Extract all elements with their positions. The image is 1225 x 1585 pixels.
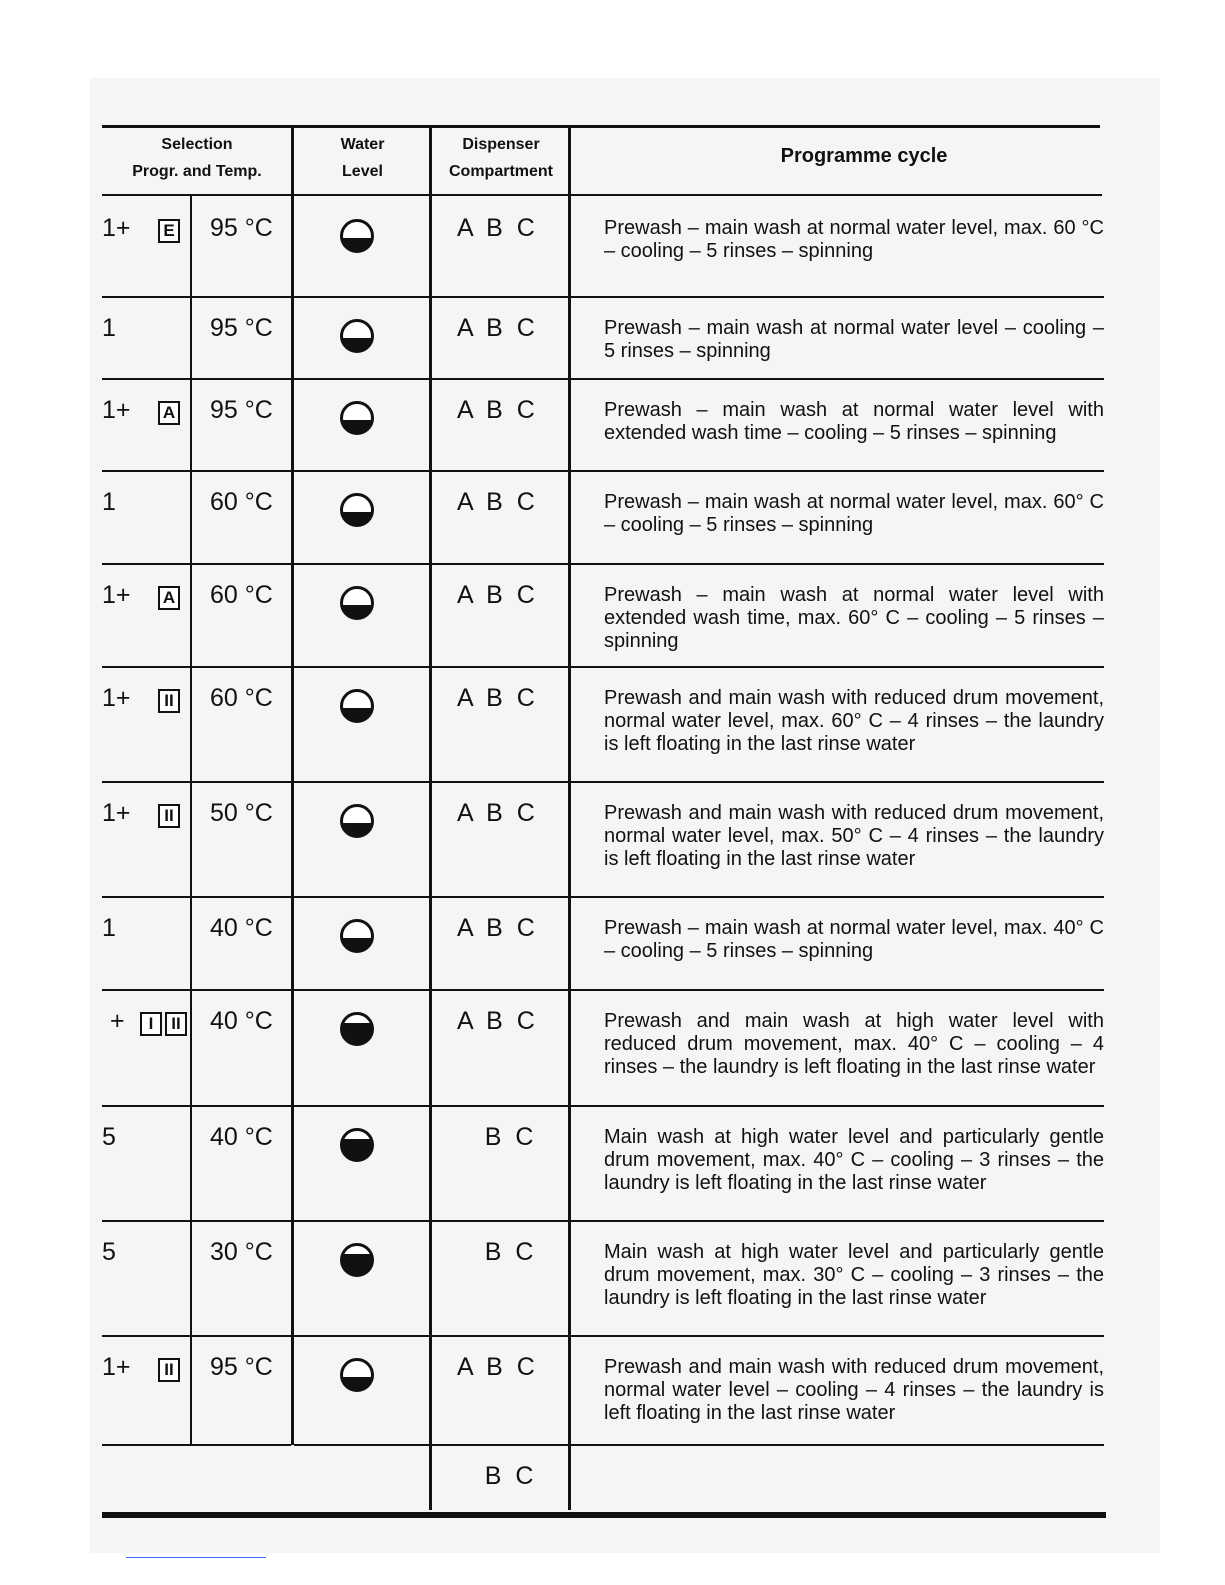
row-separator (571, 781, 1104, 783)
row-separator (102, 296, 190, 298)
row-separator (294, 378, 429, 380)
water-level-normal-icon (339, 803, 375, 839)
temperature: 40 °C (210, 914, 273, 942)
row-separator (192, 1335, 291, 1337)
page-footer-link-line (126, 1557, 266, 1558)
header-selection-line2: Progr. and Temp. (132, 163, 262, 180)
row-separator (102, 1335, 190, 1337)
temperature: 60 °C (210, 581, 273, 609)
row-separator (102, 989, 190, 991)
row-separator (431, 378, 568, 380)
row-separator (571, 1444, 1104, 1446)
col-divider-water (429, 125, 432, 1510)
header-programme-cycle: Programme cycle (780, 145, 948, 167)
dispenser-compartments: B C (457, 1238, 534, 1266)
programme-cycle-text: Prewash and main wash with reduced drum movement, normal water level, max. 50° C – 4 rinses – the laundry is left floating in the last rinse water (604, 802, 1104, 870)
row-separator (192, 1105, 291, 1107)
programme-cycle-text: Prewash – main wash at normal water level, max. 60° C – cooling – 5 rinses – spinning (604, 491, 1104, 536)
dispenser-compartments: A B C (457, 581, 535, 609)
dispenser-compartments: B C (457, 1123, 534, 1151)
temperature: 40 °C (210, 1123, 273, 1151)
row-separator (102, 1444, 190, 1446)
programme-number: 1+ (102, 214, 131, 242)
row-separator (431, 1105, 568, 1107)
row-separator (294, 1335, 429, 1337)
row-separator (192, 781, 291, 783)
mode-symbol-box: A (158, 401, 180, 425)
row-separator (192, 896, 291, 898)
temperature: 40 °C (210, 1007, 273, 1035)
row-separator (192, 296, 291, 298)
row-separator (294, 1444, 429, 1446)
dispenser-compartments: A B C (457, 488, 535, 516)
row-separator (571, 1335, 1104, 1337)
row-separator (102, 1220, 190, 1222)
row-separator (431, 470, 568, 472)
row-separator (294, 781, 429, 783)
temperature: 95 °C (210, 214, 273, 242)
programme-number: 1+ (102, 684, 131, 712)
row-separator (192, 989, 291, 991)
row-separator (102, 470, 190, 472)
row-separator (431, 1335, 568, 1337)
header-water-line2: Level (342, 163, 383, 180)
row-separator (102, 1105, 190, 1107)
row-separator (431, 666, 568, 668)
temperature: 60 °C (210, 684, 273, 712)
dispenser-compartments: A B C (457, 214, 535, 242)
mode-symbol-box: A (158, 586, 180, 610)
col-divider-selection (291, 125, 294, 1445)
dispenser-compartments: B C (457, 1462, 534, 1490)
row-separator (294, 1105, 429, 1107)
temperature: 95 °C (210, 396, 273, 424)
dispenser-compartments: A B C (457, 1007, 535, 1035)
programme-number: 1 (102, 914, 116, 942)
temperature: 30 °C (210, 1238, 273, 1266)
water-level-normal-icon (339, 1357, 375, 1393)
row-separator (571, 666, 1104, 668)
programme-cycle-text: Prewash – main wash at normal water level – cooling – 5 rinses – spinning (604, 317, 1104, 362)
row-separator (571, 378, 1104, 380)
programme-cycle-text: Prewash – main wash at normal water level with extended wash time – cooling – 5 rinses – spinning (604, 399, 1104, 444)
programme-cycle-text: Main wash at high water level and particularly gentle drum movement, max. 30° C – cooling – 3 rinses – the laundry is left floating in the last rinse water (604, 1241, 1104, 1309)
row-separator (431, 296, 568, 298)
dispenser-compartments: A B C (457, 799, 535, 827)
header-selection-line1: Selection (161, 136, 233, 153)
programme-number: 5 (102, 1123, 116, 1151)
row-separator (102, 378, 190, 380)
row-separator (294, 563, 429, 565)
row-separator (571, 296, 1104, 298)
row-separator (571, 1220, 1104, 1222)
header-water-level (295, 131, 430, 185)
dispenser-compartments: A B C (457, 1353, 535, 1381)
dispenser-compartments: A B C (457, 314, 535, 342)
mode-symbol-box: E (158, 219, 180, 243)
programme-number: 1 (102, 488, 116, 516)
row-separator (102, 781, 190, 783)
row-separator (294, 666, 429, 668)
water-level-normal-icon (339, 918, 375, 954)
mode-symbol-box: II (165, 1012, 187, 1036)
row-separator (294, 989, 429, 991)
programme-cycle-text: Prewash – main wash at normal water level, max. 40° C – cooling – 5 rinses – spinning (604, 917, 1104, 962)
water-level-normal-icon (339, 318, 375, 354)
header-dispenser-line1: Dispenser (462, 136, 540, 153)
row-separator (431, 1220, 568, 1222)
row-separator (192, 1444, 291, 1446)
programme-cycle-text: Main wash at high water level and particularly gentle drum movement, max. 40° C – cooling – 3 rinses – the laundry is left floating in the last rinse water (604, 1126, 1104, 1194)
programme-number: 1+ (102, 396, 131, 424)
row-separator (102, 666, 190, 668)
mode-symbol-box: II (158, 1358, 180, 1382)
temperature: 95 °C (210, 1353, 273, 1381)
col-divider-prog-temp (190, 196, 192, 1446)
programme-number: 1 (102, 314, 116, 342)
row-separator (192, 563, 291, 565)
dispenser-compartments: A B C (457, 914, 535, 942)
row-separator (294, 896, 429, 898)
programme-number: 1+ (102, 799, 131, 827)
row-separator (192, 666, 291, 668)
programme-cycle-text: Prewash – main wash at normal water level, max. 60 °C – cooling – 5 rinses – spinning (604, 217, 1104, 262)
water-level-normal-icon (339, 218, 375, 254)
programme-cycle-text: Prewash – main wash at normal water level with extended wash time, max. 60° C – cooling – 5 rinses – spinning (604, 584, 1104, 652)
row-separator (192, 470, 291, 472)
temperature: 50 °C (210, 799, 273, 827)
header-selection (102, 131, 292, 185)
programme-number: + (110, 1007, 125, 1035)
row-separator (192, 1220, 291, 1222)
row-separator (431, 896, 568, 898)
mode-symbol-box: II (158, 689, 180, 713)
programme-cycle-text: Prewash and main wash at high water level with reduced drum movement, max. 40° C – cooling – 4 rinses – the laundry is left floating in the last rinse water (604, 1010, 1104, 1078)
mode-symbol-box: II (158, 804, 180, 828)
row-separator (431, 563, 568, 565)
row-separator (294, 470, 429, 472)
header-water-line1: Water (340, 136, 385, 153)
programme-number: 1+ (102, 1353, 131, 1381)
row-separator (571, 470, 1104, 472)
temperature: 95 °C (210, 314, 273, 342)
programme-cycle-text: Prewash and main wash with reduced drum movement, normal water level, max. 60° C – 4 rinses – the laundry is left floating in the last rinse water (604, 687, 1104, 755)
row-separator (571, 896, 1104, 898)
row-separator (571, 1105, 1104, 1107)
water-level-normal-icon (339, 400, 375, 436)
row-separator (192, 378, 291, 380)
water-level-high-icon (339, 1011, 375, 1047)
row-separator (431, 989, 568, 991)
programme-cycle-text: Prewash and main wash with reduced drum movement, normal water level – cooling – 4 rinses – the laundry is left floating in the last rinse water (604, 1356, 1104, 1424)
water-level-high-icon (339, 1127, 375, 1163)
programme-number: 1+ (102, 581, 131, 609)
row-separator (431, 1444, 568, 1446)
dispenser-compartments: A B C (457, 396, 535, 424)
header-dispenser (432, 131, 570, 185)
water-level-high-icon (339, 1242, 375, 1278)
row-separator (294, 1220, 429, 1222)
header-dispenser-line2: Compartment (448, 163, 553, 180)
table-bottom-rule (102, 1512, 1106, 1518)
row-separator (102, 896, 190, 898)
row-separator (294, 296, 429, 298)
water-level-normal-icon (339, 688, 375, 724)
dispenser-compartments: A B C (457, 684, 535, 712)
table-top-rule (102, 125, 1100, 128)
row-separator (102, 563, 190, 565)
temperature: 60 °C (210, 488, 273, 516)
water-level-normal-icon (339, 585, 375, 621)
row-separator (571, 989, 1104, 991)
col-divider-dispenser (568, 125, 571, 1510)
row-separator (431, 781, 568, 783)
mode-symbol-box: I (140, 1012, 162, 1036)
header-bottom-rule (102, 194, 1102, 196)
programme-number: 5 (102, 1238, 116, 1266)
row-separator (571, 563, 1104, 565)
water-level-normal-icon (339, 492, 375, 528)
